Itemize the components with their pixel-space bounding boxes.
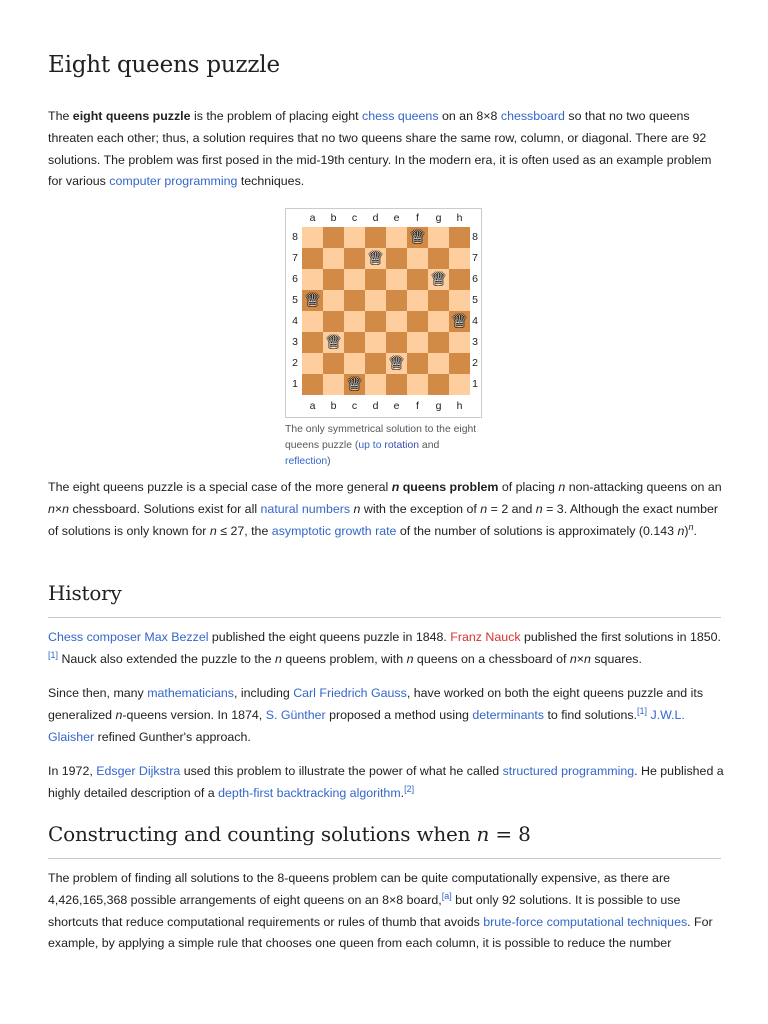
square-g5	[428, 290, 449, 311]
constructing-paragraph-1: The problem of finding all solutions to the 8-queens problem can be quite computationally expensive, as there are 4,426,165,368 possible arrangements of eight queens on an 8×8 board,[a] but only 92 solutions. It is possible to use shortcuts that reduce computational requirements or rules of thumb that avoids brute-force computational techniques. For example, by applying a simple rule that chooses one queen from each column, it is possible to reduce the number	[48, 871, 713, 951]
square-g3	[428, 332, 449, 353]
board-grid	[302, 227, 470, 395]
section-divider	[48, 617, 721, 618]
square-c5	[344, 290, 365, 311]
square-g2	[428, 353, 449, 374]
square-b6	[323, 269, 344, 290]
rank-labels-right	[468, 227, 482, 395]
link-reflection[interactable]: reflection	[285, 456, 328, 467]
file-label-c: c	[351, 400, 358, 412]
queen-icon: ♕	[346, 374, 363, 395]
section-heading-history: History	[48, 581, 122, 605]
square-h8	[449, 227, 470, 248]
square-g6	[428, 269, 449, 290]
square-h6	[449, 269, 470, 290]
file-label-a: a	[309, 212, 316, 224]
square-c2	[344, 353, 365, 374]
section-divider	[48, 858, 721, 859]
square-h3	[449, 332, 470, 353]
link-asymptotic-growth-rate[interactable]: asymptotic growth rate	[271, 523, 397, 538]
chessboard-diagram[interactable]	[285, 208, 482, 418]
link-chess-queens[interactable]: chess queens	[362, 109, 439, 123]
history-paragraph-2: Since then, many mathematicians, including Carl Friedrich Gauss, have worked on both the eight queens puzzle and its generalized n-queens version. In 1874, S. Günther proposed a method using determinants to find solutions.[1] J.W.L. Glaisher refined Gunther's approach.	[48, 686, 704, 744]
file-label-g: g	[435, 212, 442, 224]
rank-label-7: 7	[472, 252, 478, 264]
square-e4	[386, 311, 407, 332]
queen-icon: ♕	[304, 290, 321, 311]
square-f8	[407, 227, 428, 248]
rank-label-5: 5	[292, 294, 298, 306]
square-a5	[302, 290, 323, 311]
square-d3	[365, 332, 386, 353]
intro-paragraph: The eight queens puzzle is the problem of placing eight chess queens on an 8×8 chessboard so that no two queens threaten each other; thus, a solution requires that no two queens share the same row, column, or diagonal. There are 92 solutions. The problem was first posed in the mid-19th century. In the modern era, it is often used as an example problem for various computer programming techniques.	[48, 109, 712, 189]
square-c8	[344, 227, 365, 248]
square-d1	[365, 374, 386, 395]
link-brute-force[interactable]: brute-force computational techniques	[483, 914, 688, 929]
rank-label-8: 8	[292, 231, 298, 243]
link-rotation[interactable]: rotation	[384, 440, 420, 451]
link-depth-first-backtracking[interactable]: depth-first backtracking algorithm	[218, 785, 401, 800]
rank-label-4: 4	[292, 315, 298, 327]
rank-labels-left	[288, 227, 302, 395]
file-label-c: c	[351, 212, 358, 224]
rank-label-3: 3	[472, 336, 478, 348]
square-f3	[407, 332, 428, 353]
square-e1	[386, 374, 407, 395]
square-d5	[365, 290, 386, 311]
square-b4	[323, 311, 344, 332]
square-h1	[449, 374, 470, 395]
square-g8	[428, 227, 449, 248]
square-a4	[302, 311, 323, 332]
square-d8	[365, 227, 386, 248]
square-a6	[302, 269, 323, 290]
link-computer-programming[interactable]: computer programming	[109, 174, 238, 189]
queen-icon: ♕	[451, 311, 468, 332]
square-h4	[449, 311, 470, 332]
history-paragraph-1: Chess composer Max Bezzel published the eight queens puzzle in 1848. Franz Nauck published the first solutions in 1850.[1] Nauck also extended the puzzle to the n queens problem, with n queens on a chessboard of n×n squares.	[48, 630, 721, 666]
file-label-b: b	[330, 400, 337, 412]
square-c6	[344, 269, 365, 290]
board-figure	[285, 208, 482, 470]
rank-label-2: 2	[292, 357, 298, 369]
file-label-d: d	[372, 212, 379, 224]
square-e6	[386, 269, 407, 290]
square-h7	[449, 248, 470, 269]
reference-1[interactable]: [1]	[48, 649, 59, 660]
link-jwl-glaisher[interactable]: J.W.L. Glaisher	[48, 707, 685, 744]
square-f1	[407, 374, 428, 395]
link-structured-programming[interactable]: structured programming	[502, 764, 635, 778]
square-g4	[428, 311, 449, 332]
link-franz-nauck[interactable]: Franz Nauck	[450, 630, 521, 644]
square-e5	[386, 290, 407, 311]
link-s-gunther[interactable]: S. Günther	[265, 707, 326, 722]
square-c1	[344, 374, 365, 395]
square-f4	[407, 311, 428, 332]
square-b3	[323, 332, 344, 353]
square-d2	[365, 353, 386, 374]
square-f7	[407, 248, 428, 269]
square-e7	[386, 248, 407, 269]
square-d4	[365, 311, 386, 332]
link-determinants[interactable]: determinants	[472, 707, 544, 722]
rank-label-1: 1	[292, 378, 298, 390]
queen-icon: ♕	[430, 269, 447, 290]
square-a8	[302, 227, 323, 248]
file-label-e: e	[393, 400, 400, 412]
square-c4	[344, 311, 365, 332]
rank-label-3: 3	[292, 336, 298, 348]
square-a3	[302, 332, 323, 353]
rank-label-6: 6	[472, 273, 478, 285]
link-up-to[interactable]: up to	[358, 440, 382, 451]
file-label-b: b	[330, 212, 337, 224]
square-a7	[302, 248, 323, 269]
reference-2[interactable]: [2]	[404, 783, 415, 794]
file-labels-bottom	[302, 399, 470, 413]
section-heading-constructing: Constructing and counting solutions when n = 8	[48, 822, 531, 846]
square-f5	[407, 290, 428, 311]
queen-icon: ♕	[388, 353, 405, 374]
file-label-h: h	[456, 212, 463, 224]
page-title: Eight queens puzzle	[48, 52, 280, 78]
rank-label-4: 4	[472, 315, 478, 327]
file-label-g: g	[435, 400, 442, 412]
link-edsger-dijkstra[interactable]: Edsger Dijkstra	[96, 764, 181, 778]
queen-icon: ♕	[367, 248, 384, 269]
board-caption: The only symmetrical solution to the eight queens puzzle (up to rotation and reflection)	[285, 424, 477, 467]
square-b2	[323, 353, 344, 374]
square-b5	[323, 290, 344, 311]
square-b1	[323, 374, 344, 395]
rank-label-8: 8	[472, 231, 478, 243]
square-c7	[344, 248, 365, 269]
rank-label-6: 6	[292, 273, 298, 285]
square-d7	[365, 248, 386, 269]
square-e3	[386, 332, 407, 353]
rank-label-1: 1	[472, 378, 478, 390]
file-label-f: f	[416, 400, 419, 412]
square-f6	[407, 269, 428, 290]
square-h2	[449, 353, 470, 374]
rank-label-2: 2	[472, 357, 478, 369]
square-h5	[449, 290, 470, 311]
queen-icon: ♕	[409, 227, 426, 248]
note-a[interactable]: [a]	[441, 890, 452, 901]
rank-label-5: 5	[472, 294, 478, 306]
rank-label-7: 7	[292, 252, 298, 264]
square-d6	[365, 269, 386, 290]
square-e2	[386, 353, 407, 374]
link-mathematicians[interactable]: mathematicians	[147, 686, 234, 700]
link-chessboard[interactable]: chessboard	[500, 109, 565, 123]
square-b7	[323, 248, 344, 269]
square-c3	[344, 332, 365, 353]
file-label-h: h	[456, 400, 463, 412]
queen-icon: ♕	[325, 332, 342, 353]
file-label-a: a	[309, 400, 316, 412]
square-f2	[407, 353, 428, 374]
link-natural-numbers[interactable]: natural numbers	[260, 501, 351, 516]
link-chess-composer[interactable]: Chess composer	[48, 630, 141, 644]
generalization-paragraph: The eight queens puzzle is a special case of the more general n queens problem of placing n non-attacking queens on an n×n chessboard. Solutions exist for all natural numbers n with the exception of n = 2 and n = 3. Although the exact number of solutions is only known for n ≤ 27, the asymptotic growth rate of the number of solutions is approximately (0.143 n)$^n$.	[48, 480, 722, 538]
reference-1[interactable]: [1]	[636, 705, 647, 716]
file-label-d: d	[372, 400, 379, 412]
square-b8	[323, 227, 344, 248]
file-labels-top	[302, 211, 470, 225]
link-carl-friedrich-gauss[interactable]: Carl Friedrich Gauss	[293, 686, 407, 700]
history-paragraph-3: In 1972, Edsger Dijkstra used this problem to illustrate the power of what he called structured programming. He published a highly detailed description of a depth-first backtracking algorithm.[2]	[48, 764, 724, 800]
square-e8	[386, 227, 407, 248]
square-g1	[428, 374, 449, 395]
square-a2	[302, 353, 323, 374]
file-label-e: e	[393, 212, 400, 224]
square-a1	[302, 374, 323, 395]
link-max-bezzel[interactable]: Max Bezzel	[144, 630, 209, 644]
square-g7	[428, 248, 449, 269]
bold-term: eight queens puzzle	[72, 109, 191, 123]
file-label-f: f	[416, 212, 419, 224]
